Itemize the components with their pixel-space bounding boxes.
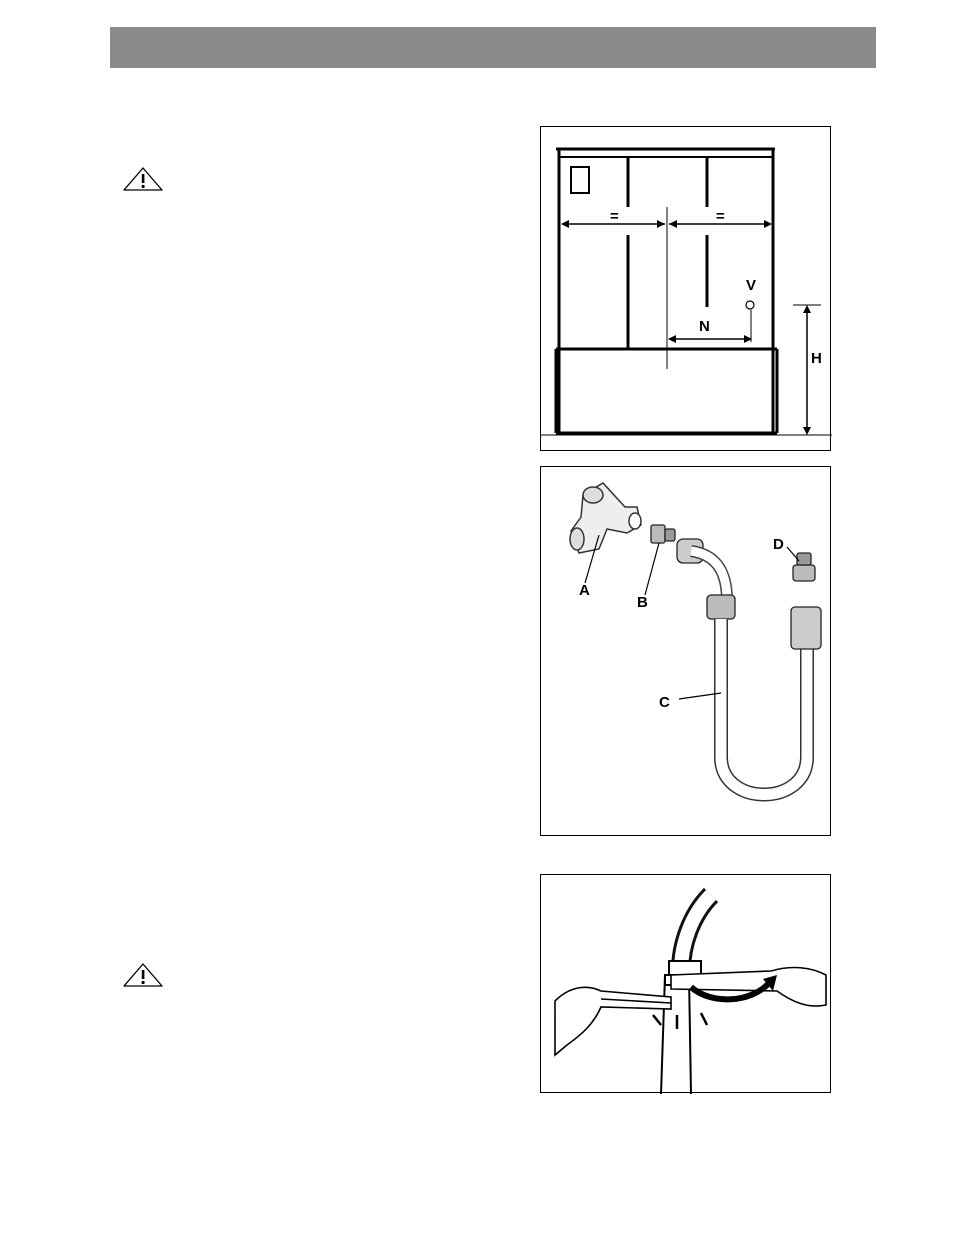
h-dimension-arrow — [793, 305, 821, 435]
valve-label: V — [746, 277, 757, 294]
warning-triangle-icon — [121, 166, 165, 192]
y-connector-part — [570, 483, 641, 553]
header-bar — [110, 27, 876, 68]
n-dimension-label: N — [699, 318, 710, 335]
part-d-label: D — [773, 536, 784, 553]
wrench-tightening-figure — [540, 874, 831, 1093]
tighten-marks — [653, 1013, 707, 1029]
valve-marker — [746, 301, 754, 309]
connection-parts-figure — [540, 466, 831, 836]
equal-left-label: = — [610, 208, 619, 225]
cabinet-drawing — [541, 149, 832, 435]
installation-dimensions-figure — [540, 126, 831, 451]
part-b-label: B — [637, 594, 648, 611]
part-c-label: C — [659, 694, 670, 711]
equal-right-label: = — [716, 208, 725, 225]
h-dimension-label: H — [811, 350, 822, 367]
part-a-label: A — [579, 582, 590, 599]
warning-triangle-icon — [121, 962, 165, 988]
n-dimension-arrow — [668, 310, 752, 343]
nipple-part — [651, 525, 675, 543]
left-hand-wrench — [555, 987, 671, 1055]
